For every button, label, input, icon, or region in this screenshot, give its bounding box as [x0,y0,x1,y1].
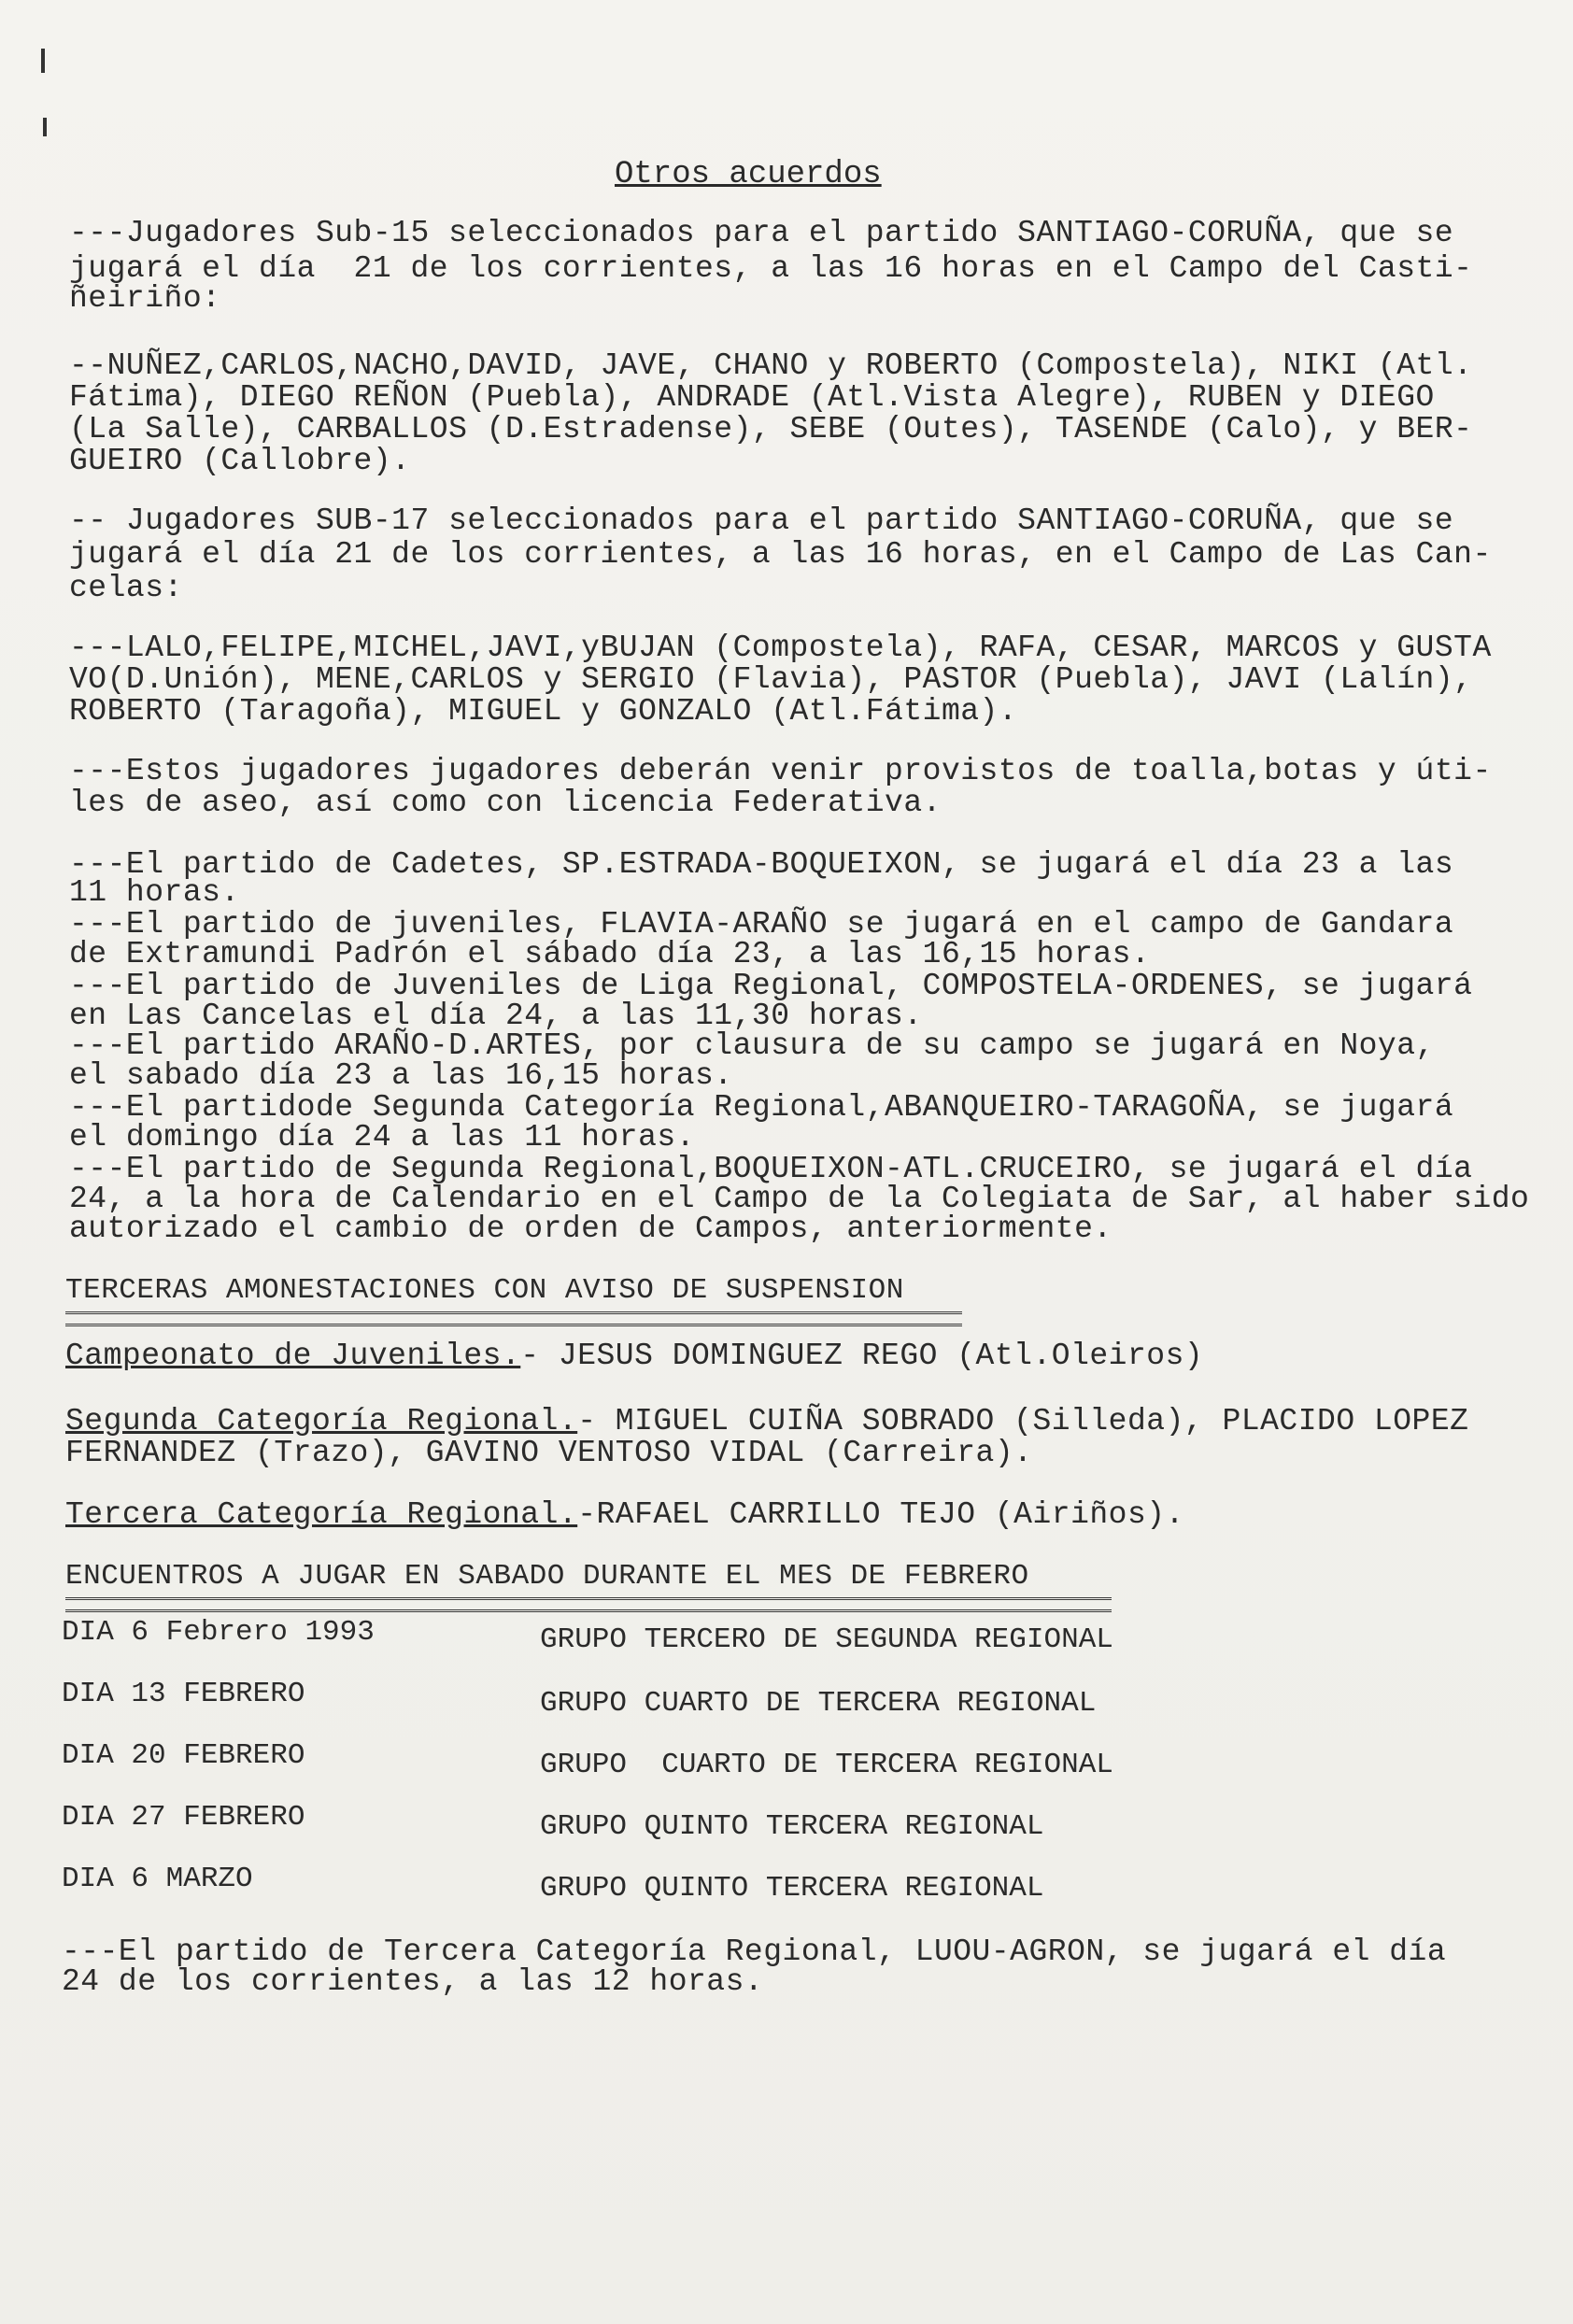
amonestacion-juveniles-label: Campeonato de Juveniles. [65,1339,521,1373]
amonestacion-tercera [65,1498,1184,1532]
sub15-line-1: ---Jugadores Sub-15 seleccionados para el partido SANTIAGO-CORUÑA, que se [69,216,1454,250]
sub17-players-1: ---LALO,FELIPE,MICHEL,JAVI,yBUJAN (Compostela), RAFA, CESAR, MARCOS y GUSTA [69,631,1492,665]
encuentro-date-4: DIA 27 FEBRERO [62,1801,305,1834]
sub15-players-2: Fátima), DIEGO REÑON (Puebla), ANDRADE (Atl.Vista Alegre), RUBEN y DIEGO [69,380,1435,415]
amonestaciones-heading: TERCERAS AMONESTACIONES CON AVISO DE SUSPENSION [65,1274,904,1307]
match-line-13: autorizado el cambio de orden de Campos, anteriormente. [69,1212,1112,1246]
match-line-3: ---El partido de juveniles, FLAVIA-ARAÑO se jugará en el campo de Gandara [69,907,1454,942]
equipment-line-2: les de aseo, así como con licencia Federativa. [69,786,942,820]
encuentro-group-4: GRUPO QUINTO TERCERA REGIONAL [540,1810,1044,1843]
encuentros-underline [65,1597,1112,1612]
amonestacion-juveniles [65,1339,1203,1373]
match-line-5: ---El partido de Juveniles de Liga Regional, COMPOSTELA-ORDENES, se jugará [69,969,1473,1003]
sub17-line-2: jugará el día 21 de los corrientes, a las 16 horas, en el Campo de Las Can- [69,537,1492,572]
amonestacion-segunda-label: Segunda Categoría Regional. [65,1404,578,1438]
sub17-line-1: -- Jugadores SUB-17 seleccionados para el partido SANTIAGO-CORUÑA, que se [69,503,1454,538]
page-title: Otros acuerdos [615,157,882,192]
sub15-players-3: (La Salle), CARBALLOS (D.Estradense), SEBE (Outes), TASENDE (Calo), y BER- [69,412,1473,446]
match-line-10: el domingo día 24 a las 11 horas. [69,1120,696,1155]
sub17-players-2: VO(D.Unión), MENE,CARLOS y SERGIO (Flavia), PASTOR (Puebla), JAVI (Lalín), [69,662,1473,697]
match-line-11: ---El partido de Segunda Regional,BOQUEIXON-ATL.CRUCEIRO, se jugará el día [69,1152,1473,1186]
amonestacion-juveniles-text: - JESUS DOMINGUEZ REGO (Atl.Oleiros) [520,1339,1204,1373]
amonestacion-segunda [65,1405,1468,1438]
encuentro-date-2: DIA 13 FEBRERO [62,1678,305,1710]
margin-mark-bottom [43,118,47,136]
encuentro-group-2: GRUPO CUARTO DE TERCERA REGIONAL [540,1687,1097,1720]
match-line-12: 24, a la hora de Calendario en el Campo de la Colegiata de Sar, al haber sido [69,1182,1530,1216]
margin-mark-top [41,49,45,73]
encuentro-date-3: DIA 20 FEBRERO [62,1739,305,1772]
match-line-4: de Extramundi Padrón el sábado día 23, a las 16,15 horas. [69,937,1151,971]
sub17-line-3: celas: [69,571,183,605]
final-line-2: 24 de los corrientes, a las 12 horas. [62,1964,764,1999]
match-line-2: 11 horas. [69,875,240,910]
equipment-line-1: ---Estos jugadores jugadores deberán venir provistos de toalla,botas y úti- [69,754,1492,788]
match-line-1: ---El partido de Cadetes, SP.ESTRADA-BOQUEIXON, se jugará el día 23 a las [69,847,1454,882]
match-line-7: ---El partido ARAÑO-D.ARTES, por clausura de su campo se jugará en Noya, [69,1028,1435,1063]
match-line-9: ---El partidode Segunda Categoría Regional,ABANQUEIRO-TARAGOÑA, se jugará [69,1090,1454,1125]
amonestaciones-underline [65,1311,962,1326]
sub15-players-4: GUEIRO (Callobre). [69,444,411,478]
match-line-6: en Las Cancelas el día 24, a las 11,30 horas. [69,999,923,1033]
match-line-8: el sabado día 23 a las 16,15 horas. [69,1058,733,1093]
sub15-line-3: ñeiriño: [69,281,221,316]
encuentro-group-1: GRUPO TERCERO DE SEGUNDA REGIONAL [540,1623,1113,1656]
encuentro-group-5: GRUPO QUINTO TERCERA REGIONAL [540,1872,1044,1905]
encuentros-heading: ENCUENTROS A JUGAR EN SABADO DURANTE EL MES DE FEBRERO [65,1560,1029,1593]
encuentro-date-1: DIA 6 Febrero 1993 [62,1616,375,1649]
amonestacion-segunda-text: - MIGUEL CUIÑA SOBRADO (Silleda), PLACIDO LOPEZ [577,1404,1469,1438]
sub15-players-1: --NUÑEZ,CARLOS,NACHO,DAVID, JAVE, CHANO y ROBERTO (Compostela), NIKI (Atl. [69,348,1473,383]
encuentro-date-5: DIA 6 MARZO [62,1863,253,1895]
amonestacion-tercera-label: Tercera Categoría Regional. [65,1497,578,1532]
final-line-1: ---El partido de Tercera Categoría Regional, LUOU-AGRON, se jugará el día [62,1934,1447,1969]
sub17-players-3: ROBERTO (Taragoña), MIGUEL y GONZALO (Atl.Fátima). [69,694,1018,729]
encuentro-group-3: GRUPO CUARTO DE TERCERA REGIONAL [540,1749,1113,1781]
sub15-line-2: jugará el día 21 de los corrientes, a las 16 horas en el Campo del Casti- [69,251,1473,286]
amonestacion-tercera-text: -RAFAEL CARRILLO TEJO (Airiños). [577,1497,1184,1532]
amonestacion-segunda-text-2: FERNANDEZ (Trazo), GAVINO VENTOSO VIDAL (Carreira). [65,1436,1033,1470]
